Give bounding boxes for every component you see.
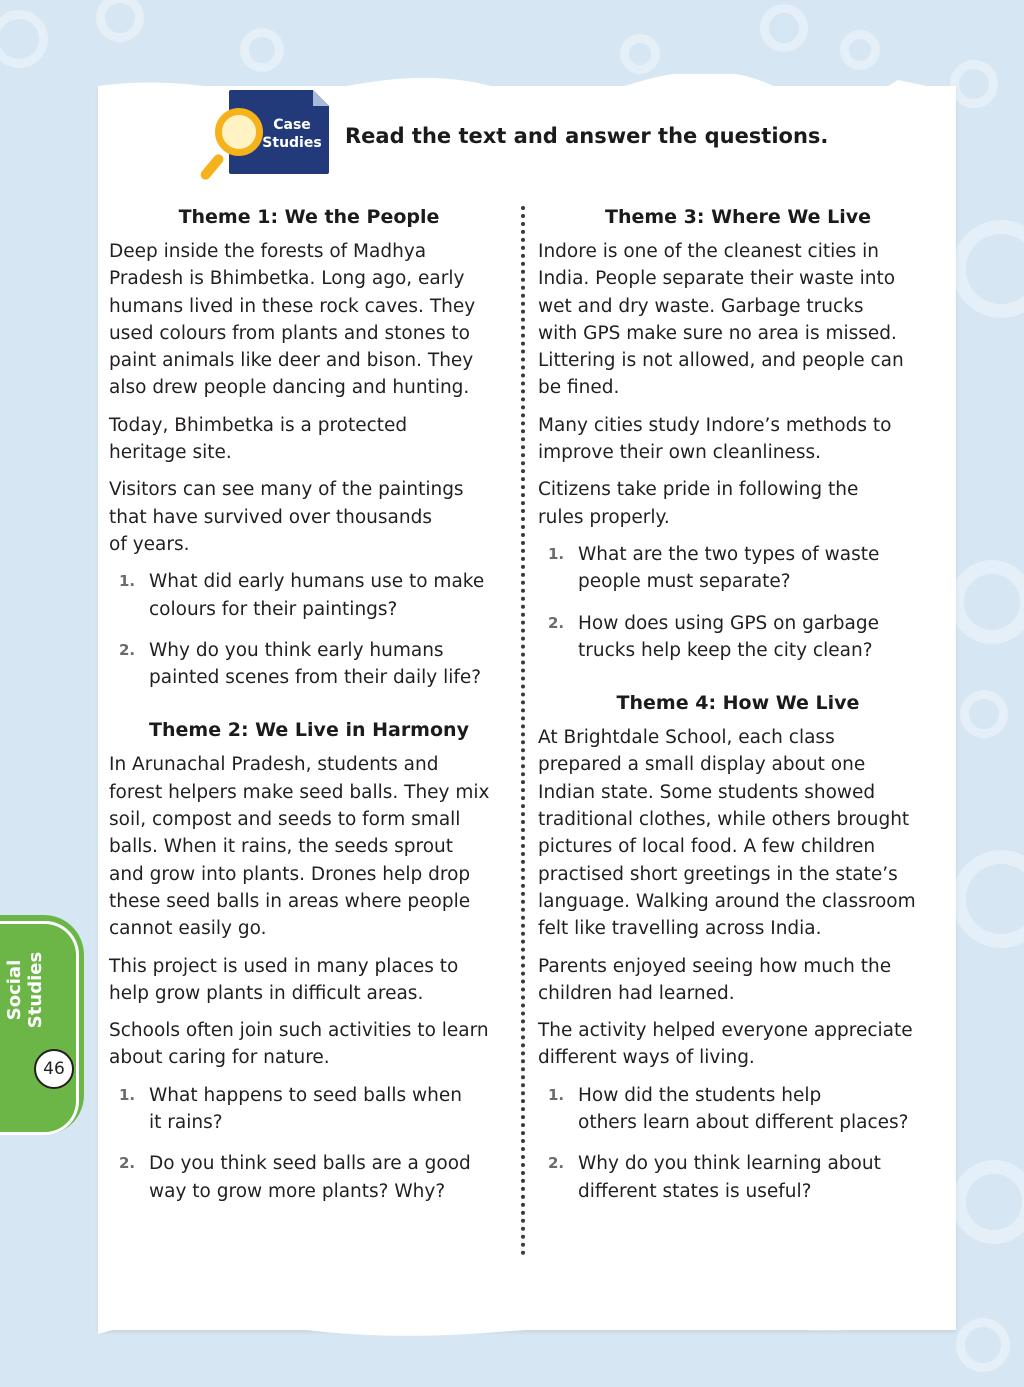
background-swirl bbox=[96, 0, 144, 42]
theme-title: Theme 3: Where We Live bbox=[604, 206, 872, 228]
question-number: 2. bbox=[548, 613, 565, 632]
background-swirl bbox=[0, 10, 48, 68]
background-swirl bbox=[952, 220, 1024, 318]
question-number: 2. bbox=[119, 1154, 136, 1173]
right-column bbox=[538, 196, 938, 1219]
background-swirl bbox=[952, 1160, 1024, 1244]
theme-title: Theme 2: We Live in Harmony bbox=[149, 719, 469, 742]
question-item bbox=[538, 541, 938, 596]
section-header bbox=[205, 90, 845, 180]
theme-paragraph: Deep inside the forests of Madhya Pradesh is Bhimbetka. Long ago, early humans lived in these rock caves. They used colours from plants and stones to paint animals like deer and bison. They also drew people dancing and hunting. bbox=[109, 241, 476, 399]
background-swirl bbox=[840, 30, 880, 70]
page-number: 46 bbox=[34, 1049, 74, 1089]
theme-4 bbox=[538, 682, 938, 1205]
question-text: What happens to seed balls when it rains? bbox=[149, 1084, 462, 1134]
question-number: 2. bbox=[548, 1154, 565, 1173]
theme-title: Theme 1: We the People bbox=[178, 206, 440, 228]
question-list bbox=[538, 541, 938, 664]
theme-paragraph: At Brightdale School, each class prepared a small display about one Indian state. Some students showed traditional clothes, while others brought pictures of local food. A few children practised short greetings in the state’s language. Walking around the classroom felt like travelling across India. bbox=[538, 727, 916, 940]
question-item bbox=[109, 568, 509, 623]
question-list bbox=[109, 568, 509, 691]
subject-label: Social Studies bbox=[4, 951, 46, 1029]
question-item bbox=[538, 610, 938, 665]
theme-paragraph: In Arunachal Pradesh, students and forest helpers make seed balls. They mix soil, compost and seeds to form small balls. When it rains, the seeds sprout and grow into plants. Drones help drop these seed balls in areas where people cannot easily go. bbox=[109, 754, 490, 940]
question-item bbox=[109, 1150, 509, 1205]
background-swirl bbox=[960, 690, 1008, 738]
theme-title: Theme 4: How We Live bbox=[616, 692, 860, 715]
question-text: What are the two types of waste people must separate? bbox=[578, 543, 880, 593]
case-studies-label bbox=[253, 116, 331, 152]
question-number: 1. bbox=[119, 572, 136, 591]
question-item bbox=[538, 1150, 938, 1205]
question-text: Why do you think learning about different states is useful? bbox=[578, 1153, 881, 1202]
background-swirl bbox=[952, 850, 1024, 948]
theme-paragraph: Citizens take pride in following the rules properly. bbox=[538, 479, 859, 528]
question-item bbox=[109, 637, 509, 692]
badge-line-2: Studies bbox=[262, 135, 322, 151]
background-swirl bbox=[760, 4, 808, 52]
question-number: 1. bbox=[548, 1085, 565, 1104]
magnifier-icon bbox=[215, 108, 263, 156]
question-text: What did early humans use to make colours for their paintings? bbox=[149, 571, 485, 620]
question-item bbox=[109, 1082, 509, 1137]
theme-3 bbox=[538, 196, 938, 664]
theme-paragraph: Parents enjoyed seeing how much the children had learned. bbox=[538, 955, 892, 1004]
paper-torn-edge-bottom bbox=[98, 1320, 956, 1342]
question-number: 1. bbox=[119, 1085, 136, 1104]
background-swirl bbox=[950, 560, 1024, 644]
background-swirl bbox=[950, 60, 998, 108]
background-swirl bbox=[240, 28, 284, 72]
theme-paragraph: The activity helped everyone appreciate different ways of living. bbox=[538, 1020, 913, 1069]
theme-paragraph: Today, Bhimbetka is a protected heritage site. bbox=[109, 414, 408, 464]
question-item bbox=[538, 1082, 938, 1137]
theme-paragraph: Visitors can see many of the paintings that have survived over thousands of years. bbox=[109, 479, 464, 555]
background-swirl bbox=[620, 34, 660, 74]
theme-2 bbox=[109, 709, 509, 1204]
question-list bbox=[109, 1082, 509, 1205]
instruction-heading: Read the text and answer the questions. bbox=[345, 124, 829, 148]
left-column bbox=[109, 196, 509, 1219]
question-text: How did the students help others learn about different places? bbox=[578, 1084, 909, 1134]
theme-paragraph: This project is used in many places to help grow plants in difficult areas. bbox=[109, 955, 459, 1004]
theme-1 bbox=[109, 196, 509, 691]
badge-line-1: Case bbox=[273, 117, 311, 133]
theme-paragraph: Indore is one of the cleanest cities in India. People separate their waste into wet and dry waste. Garbage trucks with GPS make sure no area is missed. Littering is not allowed, and people can be fined. bbox=[538, 241, 904, 399]
column-divider bbox=[521, 206, 525, 1256]
theme-paragraph: Many cities study Indore’s methods to improve their own cleanliness. bbox=[538, 414, 892, 464]
question-text: How does using GPS on garbage trucks help keep the city clean? bbox=[578, 612, 879, 661]
question-text: Why do you think early humans painted scenes from their daily life? bbox=[149, 639, 482, 689]
question-number: 1. bbox=[548, 544, 565, 563]
question-text: Do you think seed balls are a good way to grow more plants? Why? bbox=[149, 1153, 471, 1202]
question-number: 2. bbox=[119, 640, 136, 659]
question-list bbox=[538, 1082, 938, 1205]
theme-paragraph: Schools often join such activities to learn about caring for nature. bbox=[109, 1020, 489, 1069]
background-swirl bbox=[956, 1318, 1010, 1372]
